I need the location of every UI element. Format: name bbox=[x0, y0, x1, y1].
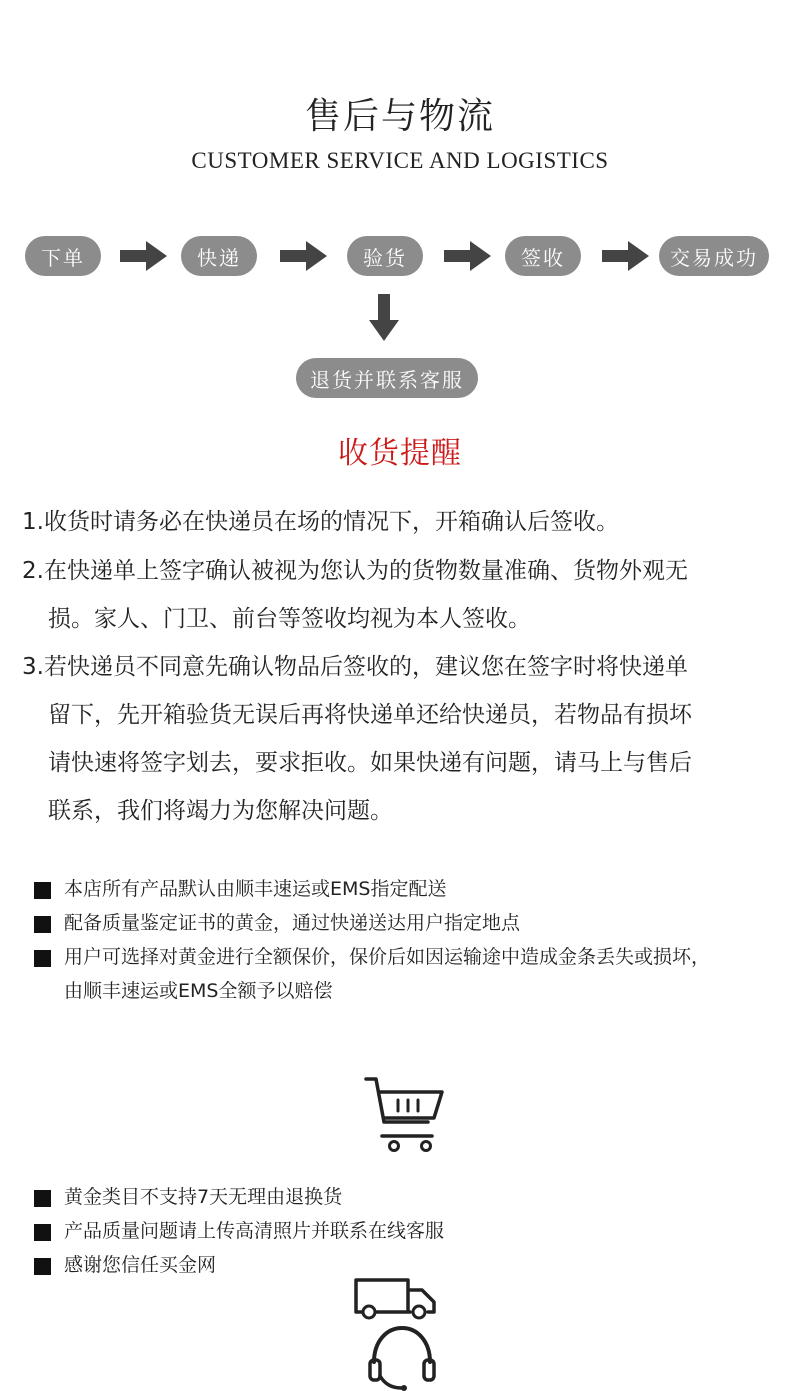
return-notes bbox=[34, 1180, 774, 1282]
list-item bbox=[34, 872, 774, 906]
reminder-item-1 bbox=[22, 498, 782, 546]
reminder-item-3 bbox=[22, 643, 782, 835]
reminder-item-2 bbox=[22, 547, 782, 643]
flow-step-express: 快递 bbox=[181, 236, 257, 276]
bullet-square-icon bbox=[34, 882, 51, 899]
flow-step-return: 退货并联系客服 bbox=[296, 358, 478, 398]
list-item bbox=[34, 940, 774, 1008]
reminder-line: 请快速将签字划去，要求拒收。如果快递有问题，请马上与售后 bbox=[48, 750, 692, 776]
arrow-down-icon bbox=[368, 294, 400, 342]
bullet-square-icon bbox=[34, 1224, 51, 1241]
reminder-heading: 收货提醒 bbox=[338, 436, 462, 471]
list-item-text: 黄金类目不支持7天无理由退换货 bbox=[64, 1186, 343, 1208]
delivery-truck-icon bbox=[352, 1276, 440, 1322]
list-item-text: 由顺丰速运或EMS全额予以赔偿 bbox=[64, 980, 333, 1002]
reminder-line: 留下，先开箱验货无误后再将快递单还给快递员，若物品有损坏 bbox=[48, 702, 692, 728]
bullet-square-icon bbox=[34, 1258, 51, 1275]
shopping-cart-icon bbox=[362, 1074, 446, 1156]
bullet-square-icon bbox=[34, 1190, 51, 1207]
flow-step-sign: 签收 bbox=[505, 236, 581, 276]
arrow-right-icon bbox=[120, 240, 168, 272]
list-item bbox=[34, 1180, 774, 1214]
reminder-line: 3.若快递员不同意先确认物品后签收的，建议您在签字时将快递单 bbox=[22, 654, 688, 680]
reminder-line: 2.在快递单上签字确认被视为您认为的货物数量准确、货物外观无 bbox=[22, 558, 688, 584]
arrow-right-icon bbox=[280, 240, 328, 272]
reminder-line: 联系，我们将竭力为您解决问题。 bbox=[48, 798, 393, 824]
reminder-line: 1.收货时请务必在快递员在场的情况下，开箱确认后签收。 bbox=[22, 509, 619, 535]
list-item-text: 本店所有产品默认由顺丰速运或EMS指定配送 bbox=[64, 878, 447, 900]
bullet-square-icon bbox=[34, 950, 51, 967]
list-item-text: 产品质量问题请上传高清照片并联系在线客服 bbox=[64, 1220, 445, 1242]
headset-support-icon bbox=[364, 1322, 440, 1391]
list-item-text: 感谢您信任买金网 bbox=[64, 1254, 217, 1276]
list-item-text: 配备质量鉴定证书的黄金，通过快递送达用户指定地点 bbox=[64, 912, 521, 934]
bullet-square-icon bbox=[34, 916, 51, 933]
flow-step-order: 下单 bbox=[25, 236, 101, 276]
arrow-right-icon bbox=[444, 240, 492, 272]
arrow-right-icon bbox=[602, 240, 650, 272]
flow-step-complete: 交易成功 bbox=[659, 236, 769, 276]
list-item bbox=[34, 906, 774, 940]
page-title: 售后与物流 bbox=[304, 96, 495, 137]
reminder-line: 损。家人、门卫、前台等签收均视为本人签收。 bbox=[48, 606, 531, 632]
page-subtitle: CUSTOMER SERVICE AND LOGISTICS bbox=[191, 148, 609, 173]
shipping-notes bbox=[34, 872, 774, 1008]
flow-step-inspect: 验货 bbox=[347, 236, 423, 276]
list-item-text: 用户可选择对黄金进行全额保价，保价后如因运输途中造成金条丢失或损坏， bbox=[64, 946, 711, 968]
list-item bbox=[34, 1214, 774, 1248]
